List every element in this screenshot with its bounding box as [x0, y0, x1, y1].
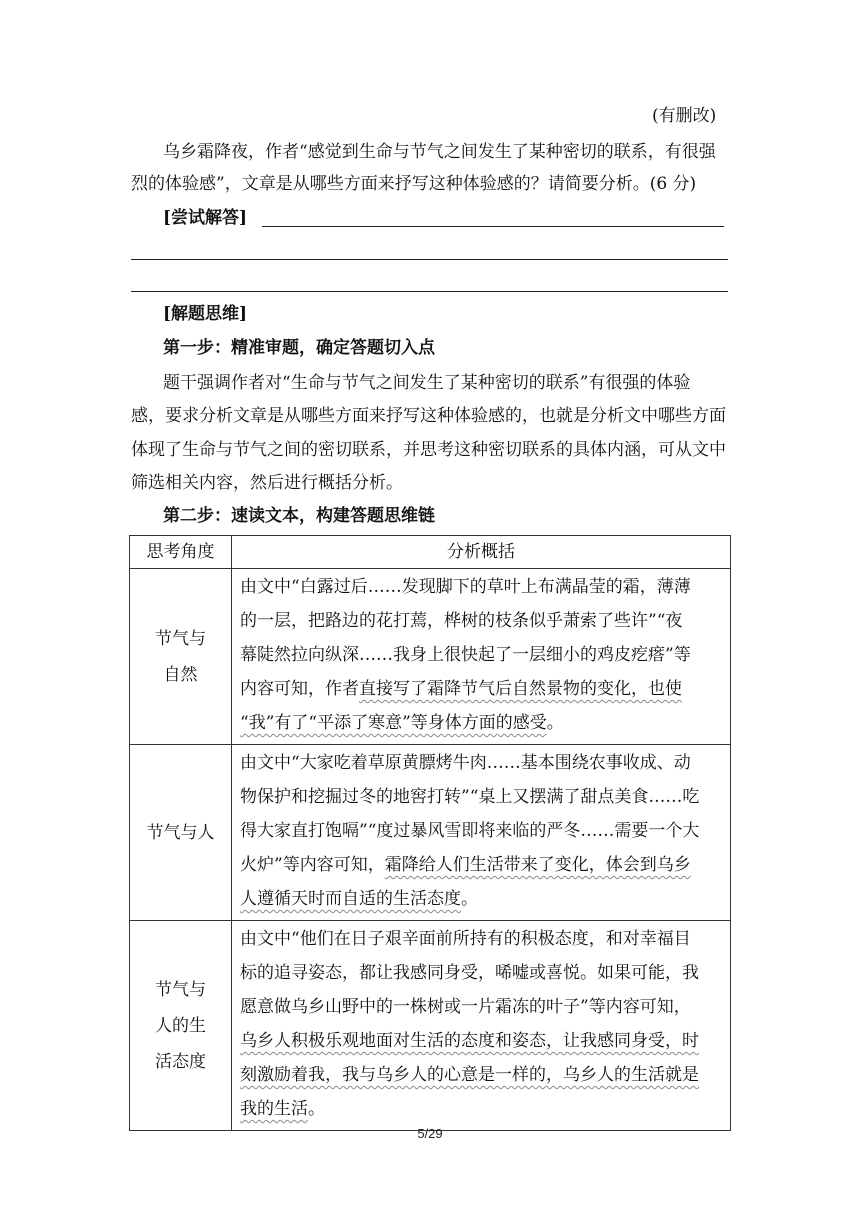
analysis-line	[240, 1058, 724, 1092]
analysis-line: 内容可知，作者直接写了霜降节气后自然景物的变化，也使	[240, 679, 682, 699]
table-row	[130, 569, 731, 745]
key-point-underline: 人遵循天时而自适的生活态度	[240, 889, 461, 909]
step1-line-1: 题干强调作者对“生命与节气之间发生了某种密切的联系”有很强的体验	[163, 373, 691, 393]
row-analysis	[232, 921, 731, 1131]
header-angle: 思考角度	[130, 536, 232, 569]
analysis-line: 由文中“大家吃着草原黄膘烤牛肉……基本围绕农事收成、动	[240, 753, 691, 773]
analysis-line: 幕陡然拉向纵深……我身上很快起了一层细小的鸡皮疙瘩”等	[240, 645, 691, 665]
row-analysis	[232, 569, 731, 745]
row-angle	[130, 569, 232, 745]
table-row	[130, 921, 731, 1131]
step1-line-2: 感，要求分析文章是从哪些方面来抒写这种体验感的，也就是分析文中哪些方面	[131, 406, 726, 426]
question-line-1: 乌乡霜降夜，作者“感觉到生命与节气之间发生了某种密切的联系，有很强	[163, 142, 716, 162]
analysis-line: 的一层，把路边的花打蔫，桦树的枝条似乎萧索了些许”“夜	[240, 611, 683, 631]
key-point-underline: 乌乡人积极乐观地面对生活的态度和姿态，让我感同身受，时	[240, 1031, 699, 1051]
step2-title: 第二步：速读文本，构建答题思维链	[163, 506, 435, 526]
answer-label: [尝试解答]	[163, 208, 248, 228]
analysis-line: 物保护和挖掘过冬的地窖打转”“桌上又摆满了甜点美食……吃	[240, 787, 700, 807]
key-point-underline: 我的生活	[240, 1099, 308, 1119]
analysis-line: 我的生活。	[240, 1099, 325, 1119]
angle-line: 节气与	[155, 979, 206, 1000]
table-header-row	[130, 536, 731, 569]
table-row	[130, 745, 731, 921]
analysis-line: 愿意做乌乡山野中的一株树或一片霜冻的叶子”等内容可知，	[240, 997, 691, 1017]
analysis-line: 人遵循天时而自适的生活态度。	[240, 889, 478, 909]
thinking-table	[129, 535, 731, 1131]
thinking-label: [解题思维]	[163, 304, 248, 324]
header-analysis: 分析概括	[232, 536, 731, 569]
analysis-line: 得大家直打饱嗝”“度过暴风雪即将来临的严冬……需要一个大	[240, 821, 700, 841]
key-point-underline: 霜降给人们生活带来了变化，体会到乌乡	[384, 855, 691, 875]
angle-line: 活态度	[155, 1051, 206, 1072]
key-point-underline: 刻激励着我，我与乌乡人的心意是一样的，乌乡人的生活就是	[240, 1065, 699, 1085]
angle-line: 人的生	[155, 1015, 206, 1036]
answer-blank-line-3[interactable]	[131, 291, 728, 292]
analysis-line: “我”有了“平添了寒意”等身体方面的感受。	[240, 713, 564, 733]
row-angle	[130, 745, 232, 921]
step1-title: 第一步：精准审题，确定答题切入点	[163, 338, 435, 358]
key-point-underline: 直接写了霜降节气后自然景物的变化，也使	[359, 679, 682, 699]
analysis-line: 由文中“他们在日子艰辛面前所持有的积极态度，和对幸福目	[240, 929, 691, 949]
row-analysis	[232, 745, 731, 921]
analysis-line	[240, 1024, 724, 1058]
angle-line: 节气与	[155, 628, 206, 649]
source-note: (有删改)	[652, 106, 717, 126]
question-line-2: 烈的体验感”，文章是从哪些方面来抒写这种体验感的？请简要分析。(6 分)	[131, 174, 697, 194]
angle-line: 节气与人	[146, 822, 215, 843]
step1-line-3: 体现了生命与节气之间的密切联系，并思考这种密切联系的具体内涵，可从文中	[131, 440, 726, 460]
step1-line-4: 筛选相关内容，然后进行概括分析。	[131, 473, 403, 493]
answer-blank-line-1[interactable]	[262, 226, 724, 227]
analysis-line: 标的追寻姿态，都让我感同身受，唏嘘或喜悦。如果可能，我	[240, 963, 699, 983]
analysis-line: 火炉”等内容可知，霜降给人们生活带来了变化，体会到乌乡	[240, 855, 691, 875]
answer-blank-line-2[interactable]	[131, 259, 728, 260]
key-point-underline: “我”有了“平添了寒意”等身体方面的感受	[240, 713, 547, 733]
row-angle	[130, 921, 232, 1131]
page-number: 5/29	[417, 1126, 443, 1141]
angle-line: 自然	[163, 664, 198, 685]
analysis-line: 由文中“白露过后……发现脚下的草叶上布满晶莹的霜，薄薄	[240, 577, 691, 597]
